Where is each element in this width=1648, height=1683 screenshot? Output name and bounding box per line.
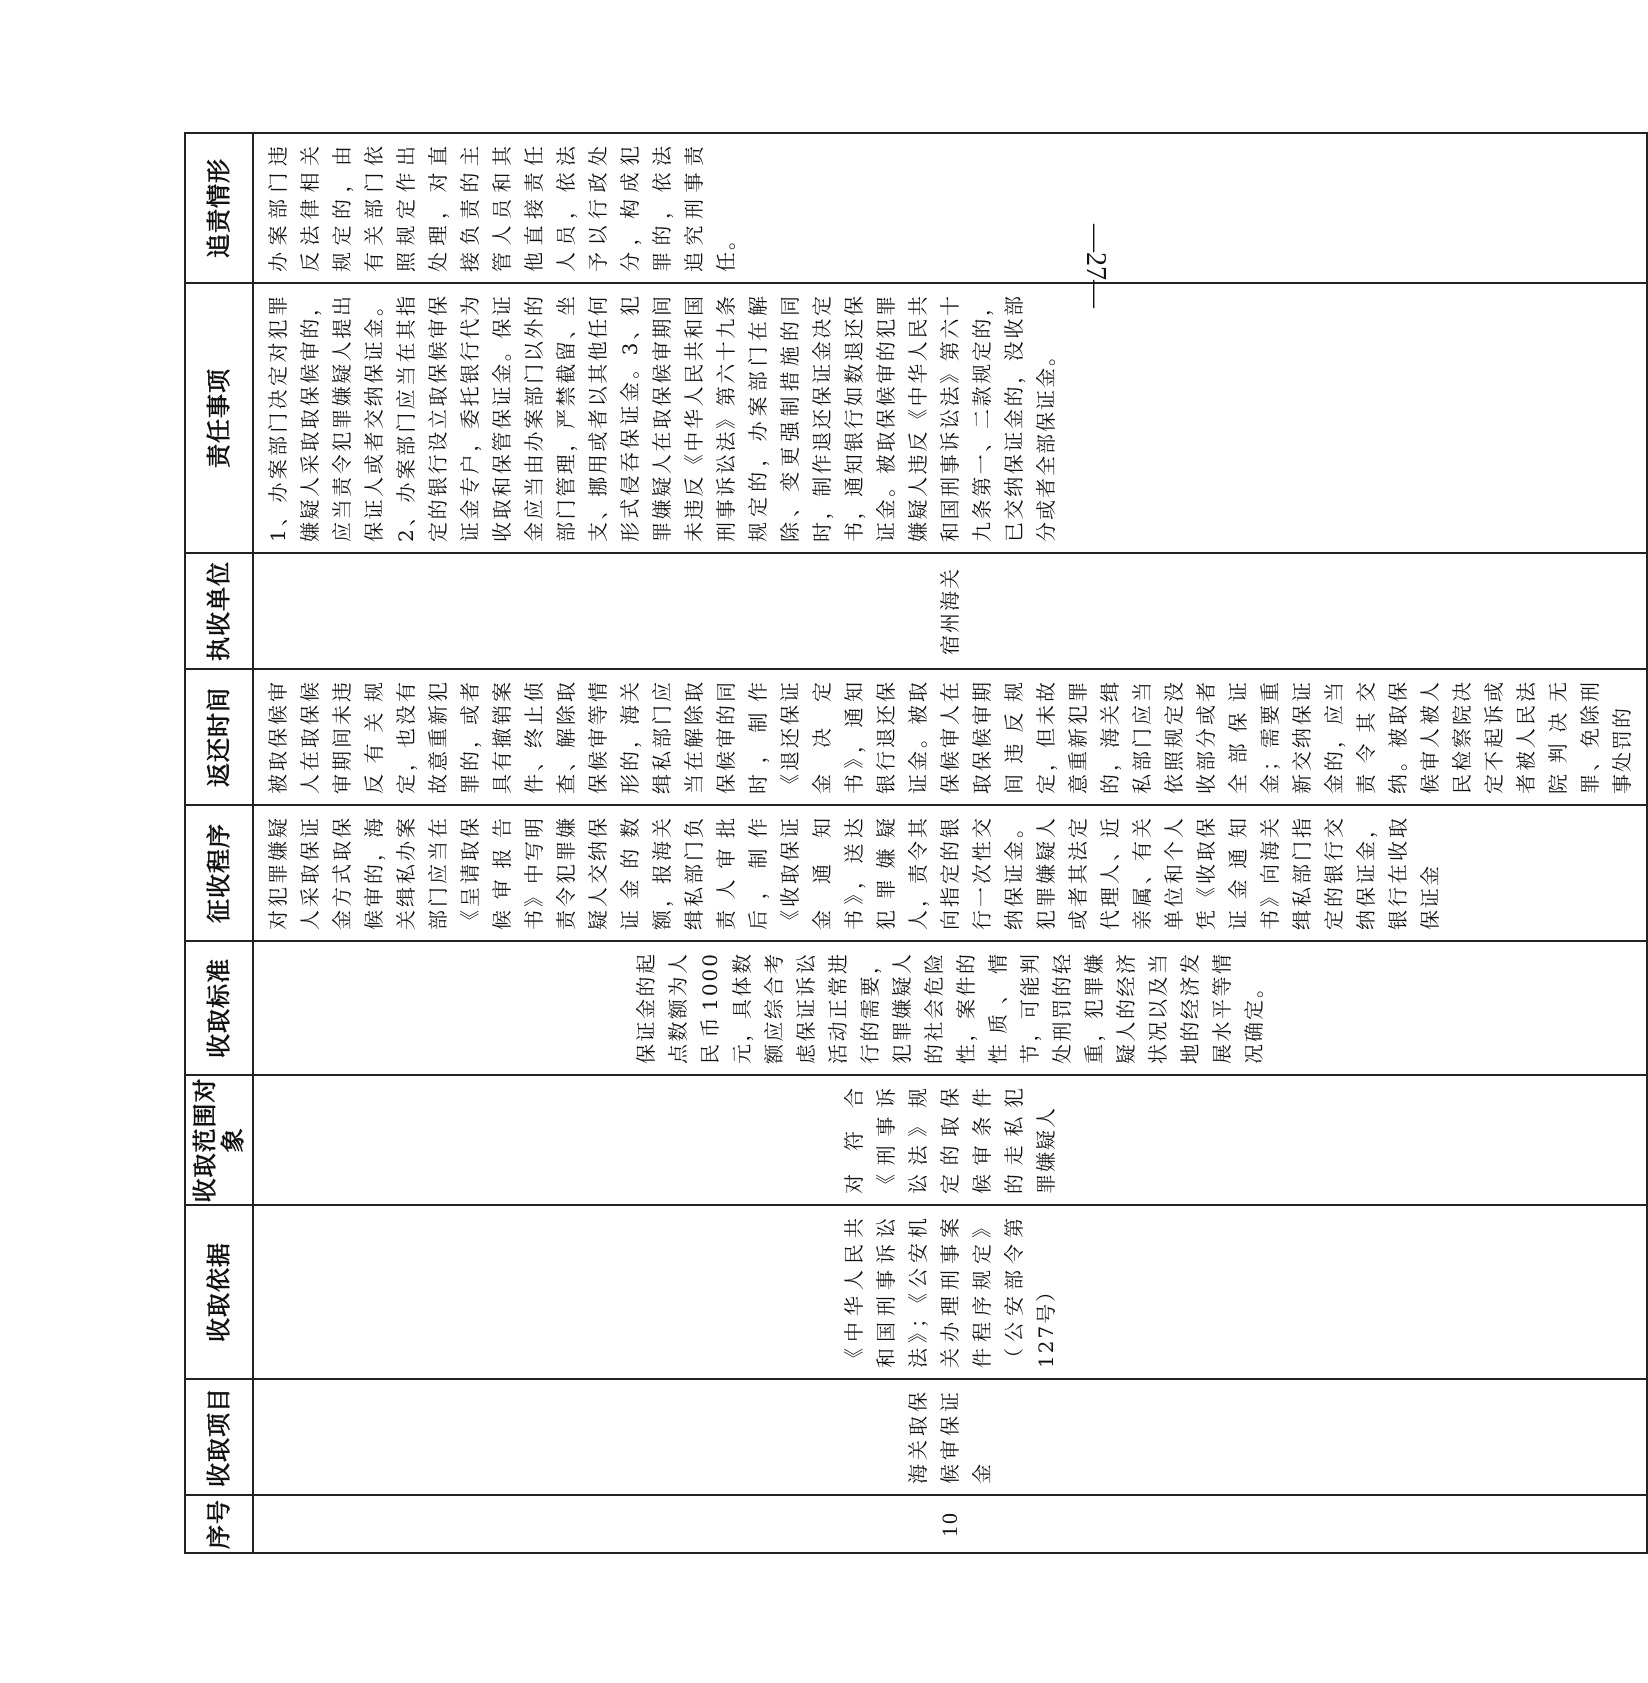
unit-text: 宿州海关 <box>938 567 962 655</box>
cell-unit <box>253 553 1647 669</box>
seq-text: 10 <box>937 1511 962 1537</box>
basis-text: 《中华人民共和国刑事诉讼法》；《公安机关办理刑事案件程序规定》（公安部令第127号） <box>842 1216 1058 1368</box>
header-procedure: 征收程序 <box>185 805 253 941</box>
item-text: 海关取保候审保证金 <box>906 1390 994 1484</box>
cell-item <box>253 1379 1647 1495</box>
page-number <box>1078 195 1112 335</box>
cell-seq <box>253 1495 1647 1553</box>
scope-text: 对符合《刑事诉讼法》规定的取保候审条件的走私犯罪嫌疑人 <box>842 1086 1058 1194</box>
header-unit: 执收单位 <box>185 553 253 669</box>
header-item: 收取项目 <box>185 1379 253 1495</box>
header-scope: 收取范围对象 <box>185 1075 253 1205</box>
table-row <box>253 133 1647 1553</box>
cell-basis <box>253 1205 1647 1379</box>
page-number-text: —27— <box>1080 224 1111 308</box>
header-accountability: 追责情形 <box>185 133 253 283</box>
cell-scope <box>253 1075 1647 1205</box>
responsibility-text: 1、办案部门决定对犯罪嫌疑人采取取保候审的，应当责令犯罪嫌疑人提出保证人或者交纳保证金。2、办案部门应当在其指定的银行设立取保候审保证金专户，委托银行代为收取和保管保证金。保证金应当由办案部门以外的部门管理，严禁截留、坐支、挪用或者以其他任何形式侵吞保证金。3、犯罪嫌疑人在取保候审期间未违反《中华人民共和国刑事诉讼法》第六十九条规定的，办案部门在解除、变更强制措施的同时，制作退还保证金决定书，通知银行如数退还保证金。被取保候审的犯罪嫌疑人违反《中华人民共和国刑事诉讼法》第六十九条第一、二款规定的，已交纳保证金的，没收部分或者全部保证金。 <box>266 294 1058 542</box>
cell-accountability <box>253 133 1647 283</box>
header-row <box>185 133 253 1553</box>
cell-return-time <box>253 669 1647 805</box>
fee-table <box>184 132 1648 1554</box>
header-responsibility: 责任事项 <box>185 283 253 553</box>
header-seq: 序号 <box>185 1495 253 1553</box>
cell-responsibility <box>253 283 1647 553</box>
accountability-text: 办案部门违反法律相关规定的，由有关部门依照规定作出处理，对直接负责的主管人员和其他直接责任人员，依法予以行政处分，构成犯罪的，依法追究刑事责任。 <box>266 144 738 272</box>
rotated-table-wrapper <box>184 134 1634 1554</box>
header-standard: 收取标准 <box>185 941 253 1075</box>
header-return-time: 返还时间 <box>185 669 253 805</box>
cell-procedure <box>253 805 1647 941</box>
return-time-text: 被取保候审人在取保候审期间未违反有关规定，也没有故意重新犯罪的，或者具有撤销案件、终止侦查、解除取保候审等情形的，海关缉私部门应当在解除取保候审的同时，制作《退还保证金决定书》，通知银行退还保证金。被取保候审人在取保候审期间违反规定，但未故意重新犯罪的，海关缉私部门应当依照规定没收部分或者全部保证金；需要重新交纳保证金的，应当责令其交纳。被取保候审人被人民检察院决定不起诉或者被人民法院判决无罪、免除刑事处罚的 <box>266 680 1634 794</box>
cell-standard <box>253 941 1647 1075</box>
procedure-text: 对犯罪嫌疑人采取保证金方式取保候审的，海关缉私办案部门应当在《呈请取保候审报告书》中写明责令犯罪嫌疑人交纳保证金的数额，报海关缉私部门负责人审批后，制作《收取保证金通知书》，送达犯罪嫌疑人，责令其向指定的银行一次性交纳保证金。犯罪嫌疑人或者其法定代理人、近亲属、有关单位和个人凭《收取保证金通知书》向海关缉私部门指定的银行交纳保证金，银行在收取保证金 <box>266 816 1442 930</box>
header-basis: 收取依据 <box>185 1205 253 1379</box>
standard-text: 保证金的起点数额为人民币1000元，具体数额应综合考虑保证诉讼活动正常进行的需要，犯罪嫌疑人的社会危险性，案件的性质、情节，可能判处刑罚的轻重，犯罪嫌疑人的经济状况以及当地的经济发展水平等情况确定。 <box>634 952 1266 1064</box>
